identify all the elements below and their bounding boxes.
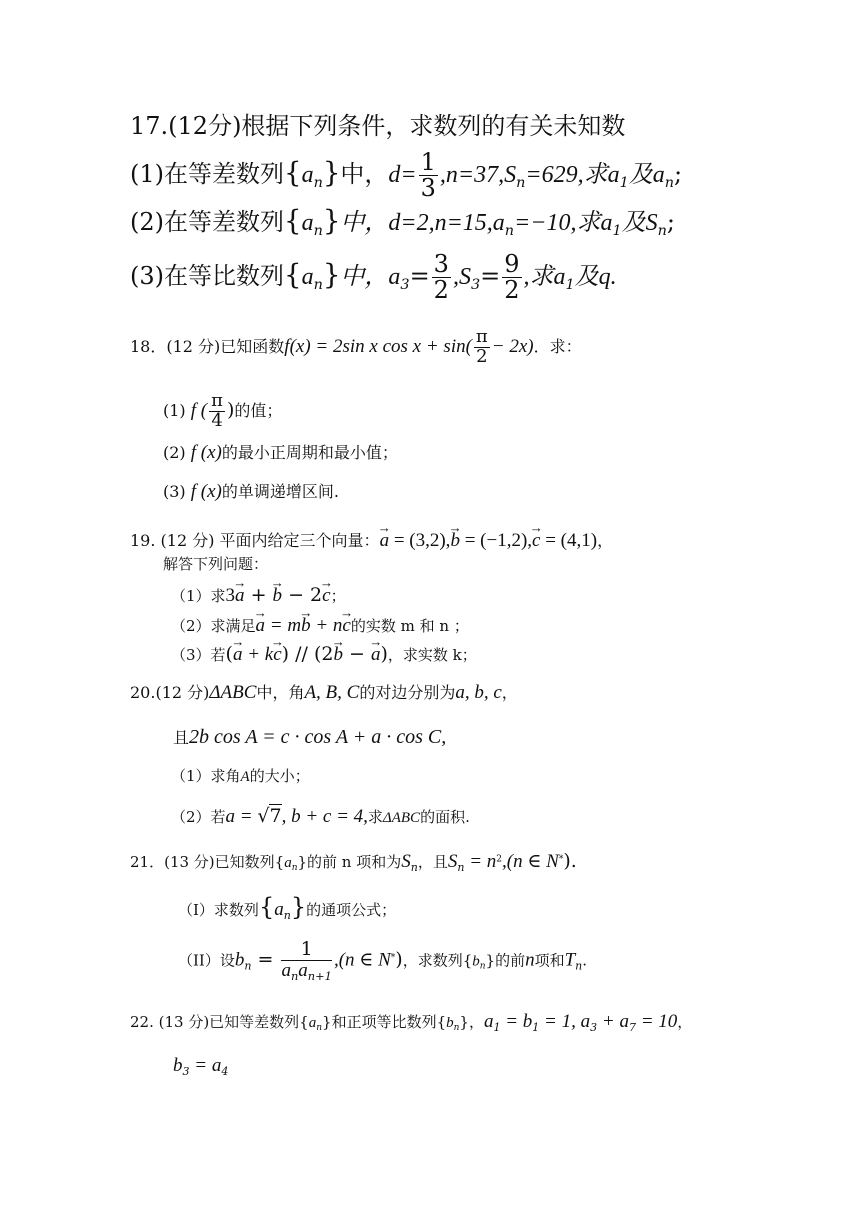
q18-s3-label: (3) <box>163 482 186 501</box>
q21-star: * <box>558 854 564 865</box>
q20-s1-tail: 的大小； <box>249 767 310 785</box>
q20-s1-text: （1）求角 <box>171 767 241 785</box>
q21-s2-text3: }的前 <box>485 951 526 970</box>
q21-s2-mid2: ) <box>395 948 403 971</box>
q22-a1-sub: 1 <box>493 1020 501 1034</box>
q17-p3-frac1-den: 2 <box>433 276 449 305</box>
q20-s2-tail2: 的面积. <box>420 808 470 826</box>
q18-s1-frac <box>209 392 225 431</box>
q18-frac <box>474 328 490 367</box>
q21-s2-eq: = <box>251 948 280 971</box>
q17-p3-tail: 及q. <box>574 264 617 291</box>
q19-head-tail: ， <box>597 531 614 550</box>
q17-p1-sub-a: n <box>664 175 675 192</box>
q19-s2-c: → c <box>342 616 350 635</box>
q19-s1-minus2: − 2 <box>282 584 323 606</box>
q20-s2-text: （2）若 <box>171 808 226 826</box>
q19-s3-par: ) // (2 <box>281 643 334 665</box>
q21-expr-end: ). <box>563 850 577 872</box>
q19-sub3 <box>171 645 477 664</box>
q17-p3-frac2-num: 9 <box>504 250 520 278</box>
q17-p3-sub: n <box>313 277 323 294</box>
q19-sub1 <box>171 586 346 605</box>
q18-sub1 <box>163 392 282 431</box>
q17-p3-sub3: 3 <box>400 277 410 294</box>
q20-head-text: 20.(12 分) <box>130 683 210 702</box>
q18-func: f(x) = 2sin x cos x + sin( <box>284 335 472 357</box>
q17-p1-deq: d= <box>388 162 417 189</box>
q18-s1-label: (1) <box>163 400 186 420</box>
q20-s2-tail1: 求 <box>367 808 383 826</box>
q17-p1-frac <box>419 150 438 201</box>
q19-s1-c: → c <box>322 586 330 605</box>
q21-expr-sub: n <box>457 860 465 874</box>
q17-p1-sub: n <box>313 175 323 192</box>
q17-part3: (3)在等比数列$\{a_n\}$中，$a_3=$ $\frac{3}{2}$ $,S_3=$ $\frac{9}{2}$ ,求$a_1$及q. <box>130 250 617 305</box>
q17-p2-sub-a: n <box>504 223 515 240</box>
q17-p1-label: (1)在等差数列 <box>130 160 284 189</box>
q21-s2-end: . <box>582 951 588 970</box>
q18-s1-close: ) <box>226 398 235 421</box>
q19-line2-text: 解答下列问题： <box>163 555 269 573</box>
q21-sq: 2 <box>496 854 503 865</box>
q17-p2-sub: n <box>313 223 323 240</box>
q17-p1-frac-num: 1 <box>420 148 436 176</box>
q21-s1-tail: 的通项公式； <box>306 901 397 919</box>
q22-tail: ， <box>677 1013 693 1031</box>
q22-a4: = a <box>189 1055 222 1076</box>
q21-s2-den-a: a <box>281 959 291 981</box>
q19-eq-c: = (4,1) <box>540 530 598 551</box>
q22-a4-sub: 4 <box>221 1064 229 1078</box>
q17-p2-a: a <box>301 210 314 236</box>
q19-s3-close: ) <box>380 643 388 665</box>
q22-b3: b <box>173 1055 183 1076</box>
q18-s1-num: π <box>211 390 223 411</box>
q19-s1-b: → b <box>273 586 283 605</box>
q17-p3-frac2 <box>502 252 521 303</box>
sqrt-icon: √ <box>257 805 270 827</box>
q17-p1-rest1: ,n=37,S <box>439 162 517 189</box>
q17-title-text: 17.(12分)根据下列条件，求数列的有关未知数 <box>130 112 626 140</box>
q17-p3-rest3: ,求a <box>523 264 566 291</box>
q18-head-text: 18．(12 分)已知函数 <box>130 336 285 356</box>
q20-sub1 <box>171 769 310 785</box>
q22-a3: = 1, a <box>539 1011 591 1032</box>
q17-p1-rest3: 及a <box>628 162 665 189</box>
q19-s2-tail: 的实数 m 和 n ； <box>350 617 469 635</box>
q22-head3: }， <box>459 1013 484 1031</box>
q21-s2-frac <box>281 940 331 983</box>
q19-s2-label: （2）求满足 <box>171 617 256 635</box>
q19-s2-b: → b <box>301 616 311 635</box>
q19-s1-a: → a <box>235 586 245 605</box>
q17-part2: (2)在等差数列$\{a_n\}$中，$d=2,n=15,a_n=-10$,求$a_1$及$S_n$; <box>130 204 675 240</box>
q21-s2-den <box>281 961 331 983</box>
q17-p1-mid: 中， <box>340 160 389 189</box>
q20-head2: 中，角 <box>256 683 305 702</box>
q20-s2-sqrt: 7 <box>269 805 282 827</box>
q22-a7: + a <box>597 1011 629 1032</box>
q19-s2-a: → a <box>256 616 266 635</box>
q22-a7-sub: 7 <box>628 1020 636 1034</box>
q20-sides: a, b, c <box>455 682 502 703</box>
q17-p3-frac1 <box>432 252 451 303</box>
q21-s2-den-b: a <box>298 959 308 981</box>
q21-expr-n: = n <box>464 851 497 872</box>
q21-expr-S: S <box>447 851 458 872</box>
q18-s2-text: 的最小正周期和最小值； <box>221 443 398 462</box>
q19-vec-b: → b <box>450 531 460 550</box>
q22-bn-sub: n <box>453 1023 460 1034</box>
q17-p3-eq: = <box>409 262 430 291</box>
q21-s2-b2sub: n <box>479 961 486 972</box>
q17-p1-frac-den: 3 <box>420 174 436 203</box>
q17-p3-sub1: 1 <box>565 277 575 294</box>
q22-a1: a <box>483 1011 494 1032</box>
q19-vec-a: → a <box>380 531 390 550</box>
q19-s1-tail: ； <box>330 587 346 605</box>
q22-ten: = 10 <box>635 1011 678 1032</box>
q21-head3: ，且 <box>417 853 448 871</box>
q17-p3-sub3b: 3 <box>470 277 481 294</box>
q17-p1-sub-s: n <box>516 175 526 192</box>
q21-s2-star: * <box>390 953 396 964</box>
q21-s2-text2: ，求数列{ <box>402 951 473 970</box>
q22-b1: = b <box>500 1011 533 1032</box>
q21-s1-sub: n <box>283 908 291 922</box>
q18-s1-text: 的值； <box>234 400 283 420</box>
q21-head-text: 21．(13 分)已知数列{ <box>130 853 285 871</box>
q21-head2: }的前 n 项和为 <box>297 853 402 871</box>
q21-s1-an: a <box>274 899 284 920</box>
q18-s2-label: (2) <box>163 443 186 462</box>
q18-s2-f: f (x) <box>190 442 222 463</box>
q20-head <box>130 683 518 702</box>
q21-s2-mid: ,(n ∈ N <box>333 949 391 971</box>
q20-angles: A, B, C <box>304 682 360 703</box>
q21-s1-text: （I）求数列 <box>178 901 259 919</box>
q22-an: a <box>308 1015 317 1031</box>
q20-condition <box>173 727 446 747</box>
q19-sub2 <box>171 616 469 635</box>
q21-sub2 <box>178 940 587 983</box>
q22-b1-sub: 1 <box>532 1020 540 1034</box>
q22-b3-sub: 3 <box>182 1064 190 1078</box>
q19-s3-label: （3）若 <box>171 646 226 664</box>
q22-bn: b <box>446 1015 454 1031</box>
q20-head4: ， <box>501 683 518 702</box>
q21-an-sub: n <box>291 863 298 874</box>
q17-p2-sub-s: n <box>657 223 667 240</box>
q17-p3-eq2: = <box>480 262 501 291</box>
q17-p3-label: (3)在等比数列 <box>130 262 284 291</box>
q20-s2-a: a = <box>225 806 258 827</box>
q21-s2-Tsub: n <box>575 959 583 973</box>
q21-s2-num: 1 <box>281 940 331 961</box>
q18-s3-text: 的单调递增区间. <box>221 482 339 501</box>
q19-s3-b: → b <box>333 645 343 664</box>
q18-func-tail: − 2x) <box>491 335 534 357</box>
q19-s3-c: → c <box>273 645 281 664</box>
q17-p1-tail: ; <box>674 160 683 189</box>
q19-s3-a2: → a <box>371 645 381 664</box>
q17-p3-rest1: 中，a <box>340 264 401 291</box>
q20-sub2 <box>171 807 470 826</box>
q18-sub2 <box>163 443 398 462</box>
q19-s3-tail: ，求实数 k； <box>387 646 477 664</box>
q21-s2-n: n <box>525 949 535 971</box>
q22-a3-sub: 3 <box>590 1020 598 1034</box>
q17-title <box>130 114 625 138</box>
q20-head3: 的对边分别为 <box>359 683 456 702</box>
q20-cond-pre: 且 <box>173 728 190 747</box>
q18-s1-den: 4 <box>211 409 223 431</box>
q19-s3-minus: − <box>342 643 371 665</box>
q19-s3-k: + k <box>242 644 274 665</box>
q21-s2-text4: 项和 <box>534 951 565 970</box>
q17-p1-rest2: =629,求a <box>525 162 620 189</box>
q20-s1-A: A <box>240 769 250 785</box>
q17-p2-label: (2)在等差数列 <box>130 208 284 236</box>
q20-cond-expr: 2b cos A = c · cos A + a · cos C, <box>189 726 447 748</box>
q19-line2 <box>163 557 268 572</box>
q18-frac-den: 2 <box>476 345 488 367</box>
q17-p1-a: a <box>301 162 314 189</box>
q19-head-text: 19. (12 分) 平面内给定三个向量： <box>130 531 380 550</box>
q19-eq-b: = (−1,2), <box>459 530 533 551</box>
q17-p2-rest1: 中，d=2,n=15,a <box>340 210 505 236</box>
q22-head-text: 22. (13 分)已知等差数列{ <box>130 1013 309 1031</box>
q19-s2-m: = m <box>265 615 302 636</box>
q17-p2-rest3: 及S <box>621 210 658 236</box>
q19-vec-c: → c <box>532 531 540 550</box>
q19-s1-plus: + <box>244 584 273 606</box>
q21-sub1: （I）求数列$\{a_n\}$的通项公式； <box>178 893 397 922</box>
q17-p1-sub-1: 1 <box>619 175 629 192</box>
q22-line2 <box>173 1056 228 1077</box>
q20-tri: ΔABC <box>209 682 257 703</box>
q20-s2-tri: ΔABC <box>382 810 421 826</box>
q19-s3-open: ( <box>225 643 233 665</box>
q22-head <box>130 1012 692 1033</box>
q17-p3-rest2: ,S <box>452 264 471 291</box>
q18-s3-f: f (x) <box>190 481 222 502</box>
q22-an-sub: n <box>316 1023 323 1034</box>
q17-p3-frac2-den: 2 <box>504 276 520 305</box>
q17-p2-tail: ; <box>666 208 675 236</box>
q21-S-sub: n <box>410 860 418 874</box>
q22-head2: }和正项等比数列{ <box>322 1013 447 1031</box>
q21-s2-T: T <box>564 949 576 971</box>
q21-s2-b2: b <box>472 953 480 970</box>
q17-p2-sub-1: 1 <box>612 223 622 240</box>
q19-head <box>130 531 613 550</box>
q17-part1: (1)在等差数列$\{a_n\}$中，d= $\frac{1}{3}$ $,n=37,S_n=629$,求$a_1$及$a_n$; <box>130 148 683 203</box>
q19-s1-label: （1）求 <box>171 587 226 605</box>
q18-sub3 <box>163 482 339 501</box>
q21-head <box>130 852 577 873</box>
q18-after: ．求： <box>533 336 582 356</box>
q19-s1-3: 3 <box>225 585 236 606</box>
q17-p3-a: a <box>301 264 314 291</box>
q17-p3-frac1-num: 3 <box>433 250 449 278</box>
q19-s3-a: → a <box>233 645 243 664</box>
q21-s2-text: （II）设 <box>178 951 235 970</box>
q21-an: a <box>284 855 292 871</box>
q17-p2-rest2: =−10,求a <box>514 210 613 236</box>
q21-s2-den-sub1: n <box>290 968 299 983</box>
q21-s2-den-sub2: n+1 <box>307 968 332 983</box>
q21-expr-N: ,(n ∈ N <box>502 851 559 872</box>
q18-s1-f: f ( <box>190 399 208 421</box>
q18-frac-num: π <box>475 326 488 347</box>
q20-s2-b: , b + c = 4, <box>281 806 368 827</box>
q19-s2-n: + n <box>310 615 343 636</box>
q19-eq-a: = (3,2), <box>389 530 451 551</box>
q21-s2-b: b <box>234 949 245 971</box>
q21-s2-bsub: n <box>244 959 252 973</box>
q21-S: S <box>401 851 411 872</box>
q18-head <box>130 328 582 367</box>
